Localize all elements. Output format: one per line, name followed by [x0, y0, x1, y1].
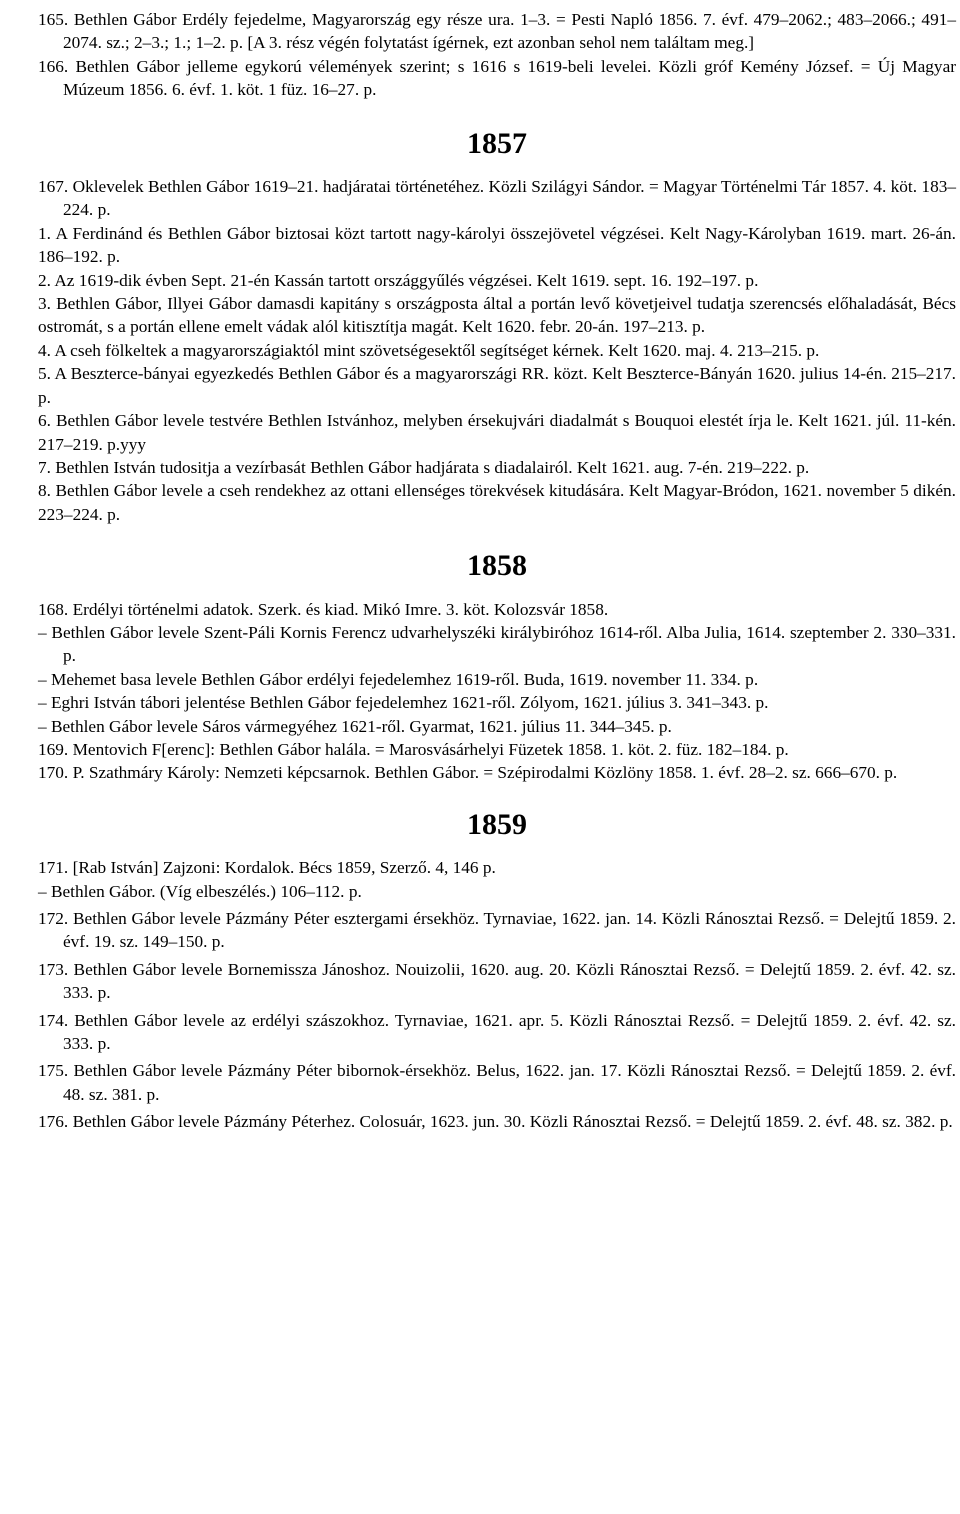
- entry-165: 165. Bethlen Gábor Erdély fejedelme, Magyarország egy része ura. 1–3. = Pesti Napló 1856. 7. évf. 479–2062.; 483–2066.; 491–2074. sz.; 2–3.; 1.; 1–2. p. [A 3. rész végén folytatást ígérnek, ezt azonban sehol nem találtam meg.]: [38, 10, 956, 53]
- sub-entry-7: 7. Bethlen István tudositja a vezírbasát Bethlen Gábor hadjárata s diadalairól. Kelt 1621. aug. 7-én. 219–222. p.: [38, 457, 810, 477]
- entry-167: 167. Oklevelek Bethlen Gábor 1619–21. hadjáratai történetéhez. Közli Szilágyi Sándor. = Magyar Történelmi Tár 1857. 4. köt. 183–224. p.: [38, 177, 956, 220]
- sub-entry-3: 3. Bethlen Gábor, Illyei Gábor damasdi kapitány s országposta által a portán levő követjeivel tudatja szerencsés előhaladását, Bécs ostromát, s a portán ellene emelt vádak alól kitisztítja magát. Kelt 1620. febr. 20-án. 197–213. p.: [38, 294, 956, 337]
- entry-170: 170. P. Szathmáry Károly: Nemzeti képcsarnok. Bethlen Gábor. = Szépirodalmi Közlöny 1858. 1. évf. 28–2. sz. 666–670. p.: [38, 763, 898, 783]
- year-heading-1857: 1857: [467, 126, 527, 160]
- entry-171: 171. [Rab István] Zajzoni: Kordalok. Bécs 1859, Szerző. 4, 146 p.: [38, 858, 496, 878]
- dash-entry-171-1: – Bethlen Gábor. (Víg elbeszélés.) 106–112. p.: [38, 881, 362, 901]
- entry-168: 168. Erdélyi történelmi adatok. Szerk. és kiad. Mikó Imre. 3. köt. Kolozsvár 1858.: [38, 599, 609, 619]
- dash-entry-3: – Eghri István tábori jelentése Bethlen Gábor fejedelemhez 1621-ről. Zólyom, 1621. július 3. 341–343. p.: [38, 693, 769, 713]
- sub-entry-6: 6. Bethlen Gábor levele testvére Bethlen Istvánhoz, melyben érsekujvári diadalmát s Bouquoi elestét írja le. Kelt 1621. júl. 11-kén. 217–219. p.yyy: [38, 411, 956, 454]
- entry-166: 166. Bethlen Gábor jelleme egykorú vélemények szerint; s 1616 s 1619-beli levelei. Közli gróf Kemény József. = Új Magyar Múzeum 1856. 6. évf. 1. köt. 1 füz. 16–27. p.: [38, 56, 956, 100]
- sub-entry-1: 1. A Ferdinánd és Bethlen Gábor biztosai közt tartott nagy-károlyi összejövetel végzései. Kelt Nagy-Károlyban 1619. mart. 26-án. 186–192. p.: [38, 223, 956, 267]
- entry-175: 175. Bethlen Gábor levele Pázmány Péter bibornok-érsekhöz. Belus, 1622. jan. 17. Közli Ránosztai Rezső. = Delejtű 1859. 2. évf. 48. sz. 381. p.: [38, 1061, 956, 1104]
- entry-169: 169. Mentovich F[erenc]: Bethlen Gábor halála. = Marosvásárhelyi Füzetek 1858. 1. köt. 2. füz. 182–184. p.: [38, 739, 789, 759]
- sub-entry-8: 8. Bethlen Gábor levele a cseh rendekhez az ottani ellenséges törekvések kitudására. Kelt Magyar-Bródon, 1621. november 5 dikén. 223–224. p.: [38, 481, 956, 524]
- dash-entry-4: – Bethlen Gábor levele Sáros vármegyéhez 1621-ről. Gyarmat, 1621. július 11. 344–345. p.: [38, 716, 672, 736]
- entry-172: 172. Bethlen Gábor levele Pázmány Péter esztergami érsekhöz. Tyrnaviae, 1622. jan. 14. Közli Ránosztai Rezső. = Delejtű 1859. 2. évf. 19. sz. 149–150. p.: [38, 909, 956, 952]
- sub-entry-2: 2. Az 1619-dik évben Sept. 21-én Kassán tartott országgyűlés végzései. Kelt 1619. sept. 16. 192–197. p.: [38, 270, 759, 290]
- entry-176: 176. Bethlen Gábor levele Pázmány Péterhez. Colosuár, 1623. jun. 30. Közli Ránosztai Rezső. = Delejtű 1859. 2. évf. 48. sz. 382. p.: [38, 1112, 953, 1132]
- entry-173: 173. Bethlen Gábor levele Bornemissza Jánoshoz. Nouizolii, 1620. aug. 20. Közli Ránosztai Rezső. = Delejtű 1859. 2. évf. 42. sz. 333. p.: [38, 959, 956, 1003]
- year-heading-1858: 1858: [467, 549, 527, 583]
- sub-entry-5: 5. A Beszterce-bányai egyezkedés Bethlen Gábor és a magyarországi RR. közt. Kelt Beszterce-Bányán 1620. julius 14-én. 215–217. p.: [38, 364, 956, 407]
- sub-entry-4: 4. A cseh fölkeltek a magyarországiaktól mint szövetségesektől segítséget kérnek. Kelt 1620. maj. 4. 213–215. p.: [38, 340, 820, 360]
- year-heading-1859: 1859: [467, 807, 527, 841]
- entry-174: 174. Bethlen Gábor levele az erdélyi szászokhoz. Tyrnaviae, 1621. apr. 5. Közli Ránosztai Rezső. = Delejtű 1859. 2. évf. 42. sz. 333. p.: [38, 1010, 956, 1054]
- dash-entry-1: – Bethlen Gábor levele Szent-Páli Kornis Ferencz udvarhelyszéki királybiróhoz 1614-ről. Alba Julia, 1614. szeptember 2. 330–331. p.: [38, 622, 956, 666]
- dash-entry-2: – Mehemet basa levele Bethlen Gábor erdélyi fejedelemhez 1619-ről. Buda, 1619. november 11. 334. p.: [38, 669, 759, 689]
